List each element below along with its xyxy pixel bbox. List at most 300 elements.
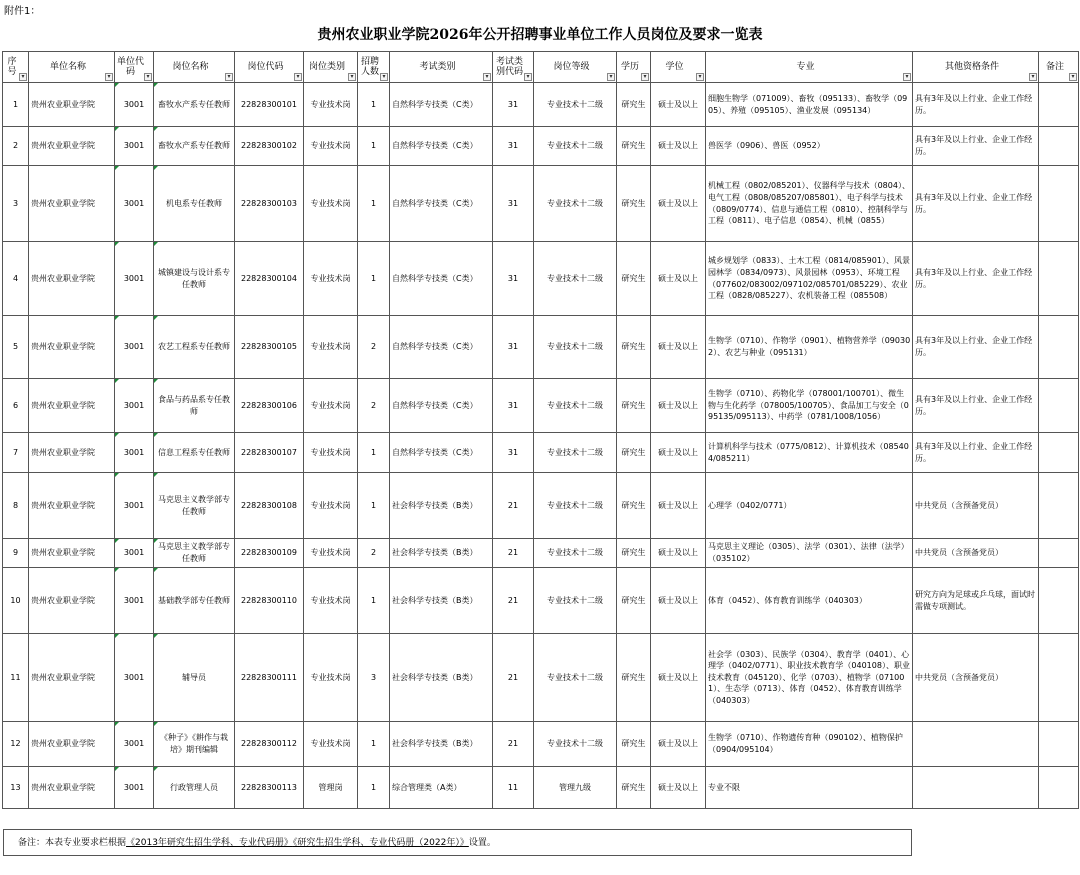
cell-category[interactable] [304,433,358,473]
cell-remark[interactable] [1039,242,1079,316]
cell-text: 自然科学专技类（C类） [392,198,478,208]
cell-no[interactable] [3,473,29,539]
cell-exam[interactable] [390,242,493,316]
cell-no[interactable] [3,634,29,722]
cell-edu[interactable] [617,539,651,568]
cell-unit-code[interactable] [115,166,154,242]
cell-post[interactable] [154,473,235,539]
cell-post-code[interactable] [235,127,304,166]
cell-edu[interactable] [617,316,651,379]
cell-unit[interactable] [29,722,115,767]
cell-text: 2 [370,342,377,352]
cell-category[interactable] [304,379,358,433]
column-header-label: 其他资格条件 [944,61,999,72]
cell-degree[interactable] [651,722,706,767]
cell-text: 基础教学部专任教师 [158,595,230,605]
filter-dropdown-icon[interactable]: ▾ [607,73,615,81]
cell-post-code[interactable] [235,767,304,809]
cell-category[interactable] [304,316,358,379]
cell-unit[interactable] [29,473,115,539]
cell-comment-marker [115,379,119,383]
cell-level[interactable] [534,166,617,242]
cell-exam[interactable] [390,127,493,166]
cell-exam-code[interactable] [493,166,534,242]
cell-text: 贵州农业职业学院 [31,400,95,410]
cell-degree[interactable] [651,83,706,127]
cell-unit[interactable] [29,127,115,166]
column-header[interactable] [913,52,1039,83]
cell-unit-code[interactable] [115,83,154,127]
column-header[interactable] [154,52,235,83]
cell-text: 3001 [123,447,145,457]
cell-unit-code[interactable] [115,473,154,539]
cell-text: 专业技术十二级 [547,447,603,457]
cell-remark[interactable] [1039,166,1079,242]
cell-text: 专业不限 [708,782,740,792]
cell-unit[interactable] [29,316,115,379]
column-header-label: 学位 [665,61,684,72]
cell-text: 硕士及以上 [658,273,698,283]
filter-dropdown-icon[interactable]: ▾ [483,73,491,81]
cell-post-code[interactable] [235,166,304,242]
cell-exam[interactable] [390,379,493,433]
filter-dropdown-icon[interactable]: ▾ [524,73,532,81]
cell-major[interactable] [706,568,913,634]
cell-text: 3001 [123,500,145,510]
cell-count[interactable] [358,127,390,166]
cell-no[interactable] [3,242,29,316]
cell-text: 3001 [123,739,145,749]
cell-post-code[interactable] [235,379,304,433]
cell-text: 贵州农业职业学院 [31,99,95,109]
cell-post[interactable] [154,767,235,809]
cell-degree[interactable] [651,539,706,568]
column-header-label: 岗位代码 [247,61,284,72]
filter-dropdown-icon[interactable]: ▾ [641,73,649,81]
cell-remark[interactable] [1039,539,1079,568]
cell-category[interactable] [304,767,358,809]
cell-edu[interactable] [617,83,651,127]
cell-text: 城乡规划学（0833）、土木工程（0814/085901）、风景园林学（0834/0973）、风景园林（0953）、环境工程（077602/083002/097102/085701/085229）、农业工程（0828/085227）、农机装备工程（085508） [708,256,910,301]
cell-count[interactable] [358,379,390,433]
cell-level[interactable] [534,767,617,809]
filter-dropdown-icon[interactable]: ▾ [19,73,27,81]
cell-post[interactable] [154,568,235,634]
cell-unit-code[interactable] [115,242,154,316]
cell-count[interactable] [358,767,390,809]
cell-comment-marker [154,767,158,771]
cell-text: 1 [12,99,19,109]
cell-count[interactable] [358,242,390,316]
cell-no[interactable] [3,379,29,433]
cell-post-code[interactable] [235,433,304,473]
table-row [3,433,1079,473]
cell-text: 城镇建设与设计系专任教师 [158,267,230,289]
cell-exam[interactable] [390,634,493,722]
cell-post[interactable] [154,539,235,568]
cell-category[interactable] [304,634,358,722]
cell-no[interactable] [3,722,29,767]
column-header[interactable] [493,52,534,83]
cell-exam[interactable] [390,473,493,539]
cell-unit-code[interactable] [115,568,154,634]
cell-exam-code[interactable] [493,722,534,767]
cell-edu[interactable] [617,722,651,767]
cell-level[interactable] [534,316,617,379]
column-header[interactable] [3,52,29,83]
cell-comment-marker [154,634,158,638]
cell-unit-code[interactable] [115,379,154,433]
cell-unit[interactable] [29,767,115,809]
cell-major[interactable] [706,634,913,722]
filter-dropdown-icon[interactable]: ▾ [1069,73,1077,81]
cell-degree[interactable] [651,433,706,473]
cell-text: 22828300110 [241,595,297,605]
cell-text: 31 [507,273,519,283]
cell-text: 研究方向为足球或乒乓球，面试时需做专项测试。 [915,589,1035,611]
cell-level[interactable] [534,568,617,634]
filter-dropdown-icon[interactable]: ▾ [380,73,388,81]
cell-other[interactable] [913,242,1039,316]
cell-major[interactable] [706,166,913,242]
cell-other[interactable] [913,316,1039,379]
cell-degree[interactable] [651,127,706,166]
column-header[interactable] [1039,52,1079,83]
cell-text: 22828300107 [241,447,297,457]
cell-post[interactable] [154,166,235,242]
cell-unit[interactable] [29,379,115,433]
cell-unit-code[interactable] [115,722,154,767]
cell-count[interactable] [358,634,390,722]
cell-no[interactable] [3,316,29,379]
cell-other[interactable] [913,433,1039,473]
cell-comment-marker [115,767,119,771]
cell-edu[interactable] [617,634,651,722]
note-prefix: 备注：本表专业要求栏根据 [18,838,127,848]
cell-count[interactable] [358,473,390,539]
cell-unit[interactable] [29,539,115,568]
cell-text: 研究生 [621,500,646,510]
cell-no[interactable] [3,568,29,634]
cell-post-code[interactable] [235,634,304,722]
cell-text: 中共党员（含预备党员） [915,672,1003,682]
cell-major[interactable] [706,379,913,433]
cell-exam-code[interactable] [493,83,534,127]
cell-edu[interactable] [617,379,651,433]
cell-degree[interactable] [651,767,706,809]
cell-other[interactable] [913,568,1039,634]
cell-category[interactable] [304,473,358,539]
cell-exam[interactable] [390,767,493,809]
cell-category[interactable] [304,722,358,767]
column-header-label: 岗位等级 [553,61,590,72]
filter-dropdown-icon[interactable]: ▾ [696,73,704,81]
cell-category[interactable] [304,568,358,634]
cell-no[interactable] [3,767,29,809]
cell-exam-code[interactable] [493,242,534,316]
cell-exam[interactable] [390,539,493,568]
cell-text: 综合管理类（A类） [392,782,462,792]
cell-degree[interactable] [651,634,706,722]
cell-edu[interactable] [617,473,651,539]
cell-text: 心理学（0402/0771） [708,500,792,510]
cell-major[interactable] [706,127,913,166]
cell-text: 研究生 [621,739,646,749]
cell-major[interactable] [706,242,913,316]
column-header[interactable] [235,52,304,83]
cell-exam-code[interactable] [493,316,534,379]
cell-remark[interactable] [1039,568,1079,634]
cell-exam[interactable] [390,722,493,767]
cell-exam[interactable] [390,568,493,634]
cell-exam-code[interactable] [493,767,534,809]
cell-exam[interactable] [390,316,493,379]
cell-level[interactable] [534,127,617,166]
filter-dropdown-icon[interactable]: ▾ [348,73,356,81]
cell-post-code[interactable] [235,83,304,127]
cell-category[interactable] [304,83,358,127]
cell-text: 硕士及以上 [658,342,698,352]
cell-text: 计算机科学与技术（0775/0812）、计算机技术（085404/085211） [708,441,909,463]
cell-text: 硕士及以上 [658,595,698,605]
cell-unit-code[interactable] [115,127,154,166]
cell-count[interactable] [358,433,390,473]
cell-post[interactable] [154,316,235,379]
filter-dropdown-icon[interactable]: ▾ [225,73,233,81]
column-header[interactable] [304,52,358,83]
cell-major[interactable] [706,433,913,473]
cell-text: 硕士及以上 [658,447,698,457]
cell-no[interactable] [3,166,29,242]
cell-text: 专业技术十二级 [547,500,603,510]
cell-major[interactable] [706,767,913,809]
cell-text: 11 [10,672,21,682]
cell-remark[interactable] [1039,316,1079,379]
column-header[interactable] [390,52,493,83]
cell-text: 社会科学专技类（B类） [392,500,478,510]
cell-text: 贵州农业职业学院 [31,595,95,605]
cell-level[interactable] [534,473,617,539]
cell-text: 1 [370,500,377,510]
filter-dropdown-icon[interactable]: ▾ [105,73,113,81]
cell-degree[interactable] [651,166,706,242]
cell-post[interactable] [154,127,235,166]
cell-category[interactable] [304,166,358,242]
column-header-label: 招聘人数 [360,56,379,77]
table-row [3,539,1079,568]
cell-unit[interactable] [29,242,115,316]
cell-edu[interactable] [617,767,651,809]
cell-level[interactable] [534,722,617,767]
cell-exam[interactable] [390,83,493,127]
cell-text: 21 [507,500,519,510]
cell-exam-code[interactable] [493,379,534,433]
cell-other[interactable] [913,634,1039,722]
column-header[interactable] [358,52,390,83]
cell-comment-marker [115,316,119,320]
cell-edu[interactable] [617,433,651,473]
column-header[interactable] [534,52,617,83]
column-header[interactable] [706,52,913,83]
cell-other[interactable] [913,473,1039,539]
cell-exam-code[interactable] [493,634,534,722]
filter-dropdown-icon[interactable]: ▾ [1029,73,1037,81]
cell-remark[interactable] [1039,722,1079,767]
cell-comment-marker [115,722,119,726]
cell-text: 硕士及以上 [658,782,698,792]
cell-post-code[interactable] [235,242,304,316]
cell-remark[interactable] [1039,127,1079,166]
cell-category[interactable] [304,127,358,166]
cell-level[interactable] [534,433,617,473]
cell-major[interactable] [706,83,913,127]
cell-comment-marker [115,242,119,246]
cell-unit[interactable] [29,568,115,634]
cell-no[interactable] [3,83,29,127]
cell-comment-marker [115,127,119,131]
cell-remark[interactable] [1039,634,1079,722]
filter-dropdown-icon[interactable]: ▾ [144,73,152,81]
cell-exam[interactable] [390,433,493,473]
cell-edu[interactable] [617,166,651,242]
cell-edu[interactable] [617,242,651,316]
cell-unit[interactable] [29,83,115,127]
cell-other[interactable] [913,166,1039,242]
cell-text: 硕士及以上 [658,400,698,410]
cell-text: 2 [370,548,377,558]
cell-level[interactable] [534,83,617,127]
column-header[interactable] [651,52,706,83]
cell-text: 管理岗 [318,782,343,792]
filter-dropdown-icon[interactable]: ▾ [903,73,911,81]
cell-text: 31 [507,99,519,109]
cell-unit[interactable] [29,166,115,242]
cell-degree[interactable] [651,242,706,316]
cell-text: 21 [507,548,519,558]
cell-edu[interactable] [617,127,651,166]
column-header[interactable] [29,52,115,83]
cell-no[interactable] [3,433,29,473]
cell-edu[interactable] [617,568,651,634]
cell-unit-code[interactable] [115,767,154,809]
table-row [3,127,1079,166]
cell-text: 专业技术岗 [310,500,351,510]
cell-text: 21 [507,672,519,682]
cell-major[interactable] [706,473,913,539]
cell-unit[interactable] [29,634,115,722]
cell-text: 专业技术岗 [310,672,351,682]
filter-dropdown-icon[interactable]: ▾ [294,73,302,81]
cell-level[interactable] [534,242,617,316]
cell-post[interactable] [154,433,235,473]
cell-count[interactable] [358,539,390,568]
cell-count[interactable] [358,722,390,767]
cell-unit[interactable] [29,433,115,473]
cell-remark[interactable] [1039,473,1079,539]
cell-no[interactable] [3,539,29,568]
cell-text: 研究生 [621,447,646,457]
cell-no[interactable] [3,127,29,166]
cell-text: 贵州农业职业学院 [31,447,95,457]
cell-unit-code[interactable] [115,634,154,722]
cell-category[interactable] [304,242,358,316]
column-header-label: 专业 [796,61,815,72]
cell-post[interactable] [154,634,235,722]
column-header[interactable] [115,52,154,83]
cell-remark[interactable] [1039,433,1079,473]
cell-category[interactable] [304,539,358,568]
cell-exam-code[interactable] [493,568,534,634]
cell-text: 贵州农业职业学院 [31,273,95,283]
cell-unit-code[interactable] [115,316,154,379]
cell-other[interactable] [913,722,1039,767]
cell-count[interactable] [358,83,390,127]
cell-exam-code[interactable] [493,127,534,166]
table-row [3,634,1079,722]
cell-post-code[interactable] [235,568,304,634]
cell-count[interactable] [358,166,390,242]
cell-exam-code[interactable] [493,473,534,539]
cell-major[interactable] [706,316,913,379]
cell-text: 具有3年及以上行业、企业工作经历。 [915,441,1033,463]
cell-major[interactable] [706,539,913,568]
cell-unit-code[interactable] [115,539,154,568]
cell-remark[interactable] [1039,767,1079,809]
column-header[interactable] [617,52,651,83]
cell-post[interactable] [154,722,235,767]
cell-degree[interactable] [651,473,706,539]
cell-post-code[interactable] [235,473,304,539]
cell-other[interactable] [913,767,1039,809]
attachment-label: 附件1： [4,6,41,17]
cell-text: 贵州农业职业学院 [31,198,95,208]
cell-other[interactable] [913,539,1039,568]
cell-exam[interactable] [390,166,493,242]
cell-exam-code[interactable] [493,539,534,568]
cell-count[interactable] [358,316,390,379]
cell-post-code[interactable] [235,539,304,568]
cell-count[interactable] [358,568,390,634]
cell-level[interactable] [534,379,617,433]
cell-post[interactable] [154,379,235,433]
cell-other[interactable] [913,127,1039,166]
cell-degree[interactable] [651,316,706,379]
cell-degree[interactable] [651,379,706,433]
table-row [3,166,1079,242]
cell-major[interactable] [706,722,913,767]
cell-exam-code[interactable] [493,433,534,473]
table-row [3,83,1079,127]
cell-text: 1 [370,782,377,792]
cell-degree[interactable] [651,568,706,634]
cell-unit-code[interactable] [115,433,154,473]
cell-text: 社会科学专技类（B类） [392,739,478,749]
cell-level[interactable] [534,539,617,568]
cell-other[interactable] [913,83,1039,127]
cell-post-code[interactable] [235,722,304,767]
cell-text: 1 [370,198,377,208]
cell-remark[interactable] [1039,83,1079,127]
cell-other[interactable] [913,379,1039,433]
cell-post[interactable] [154,242,235,316]
cell-remark[interactable] [1039,379,1079,433]
cell-post-code[interactable] [235,316,304,379]
cell-level[interactable] [534,634,617,722]
cell-text: 研究生 [621,595,646,605]
cell-post[interactable] [154,83,235,127]
cell-text: 31 [507,447,519,457]
cell-text: 专业技术岗 [310,595,351,605]
